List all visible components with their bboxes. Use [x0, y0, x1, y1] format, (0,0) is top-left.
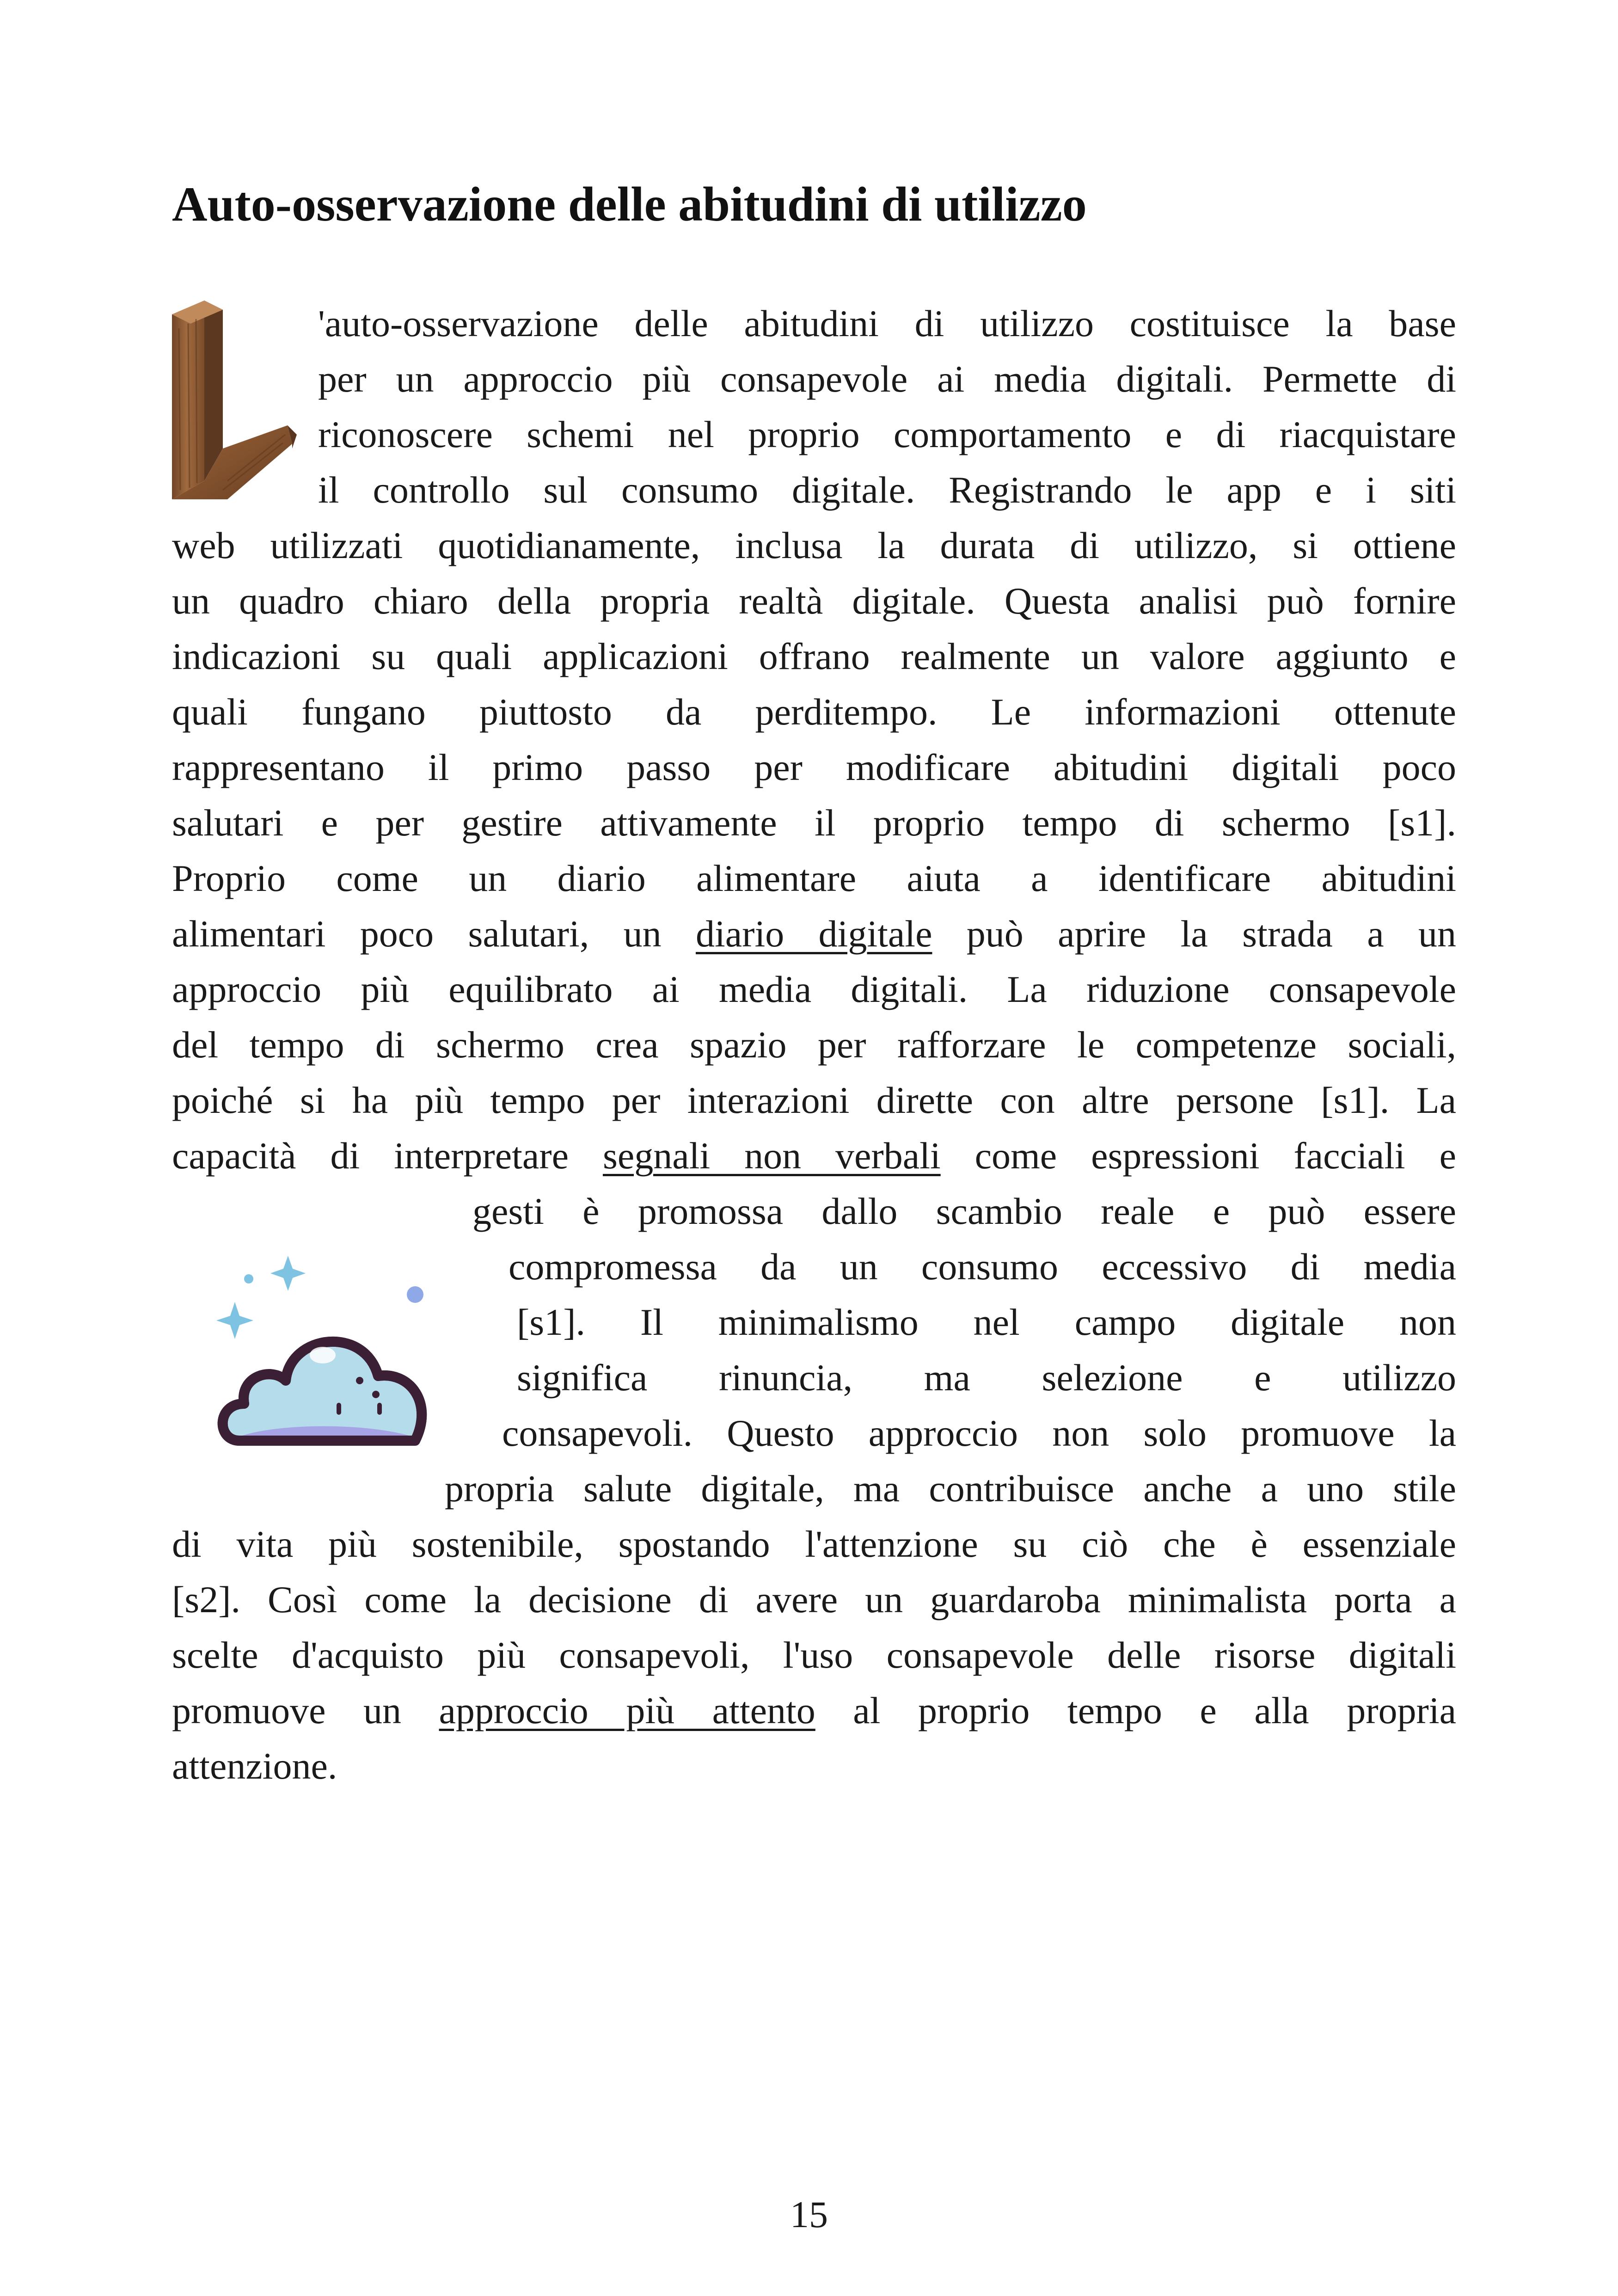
paragraph-line: scelte d'acquisto più consapevoli, l'uso consapevole delle risorse digitali — [172, 1634, 1456, 1676]
paragraph-line: del tempo di schermo crea spazio per rafforzare le competenze sociali, — [172, 1024, 1456, 1066]
paragraph-line: propria salute digitale, ma contribuisce anche a uno stile — [445, 1467, 1456, 1510]
paragraph-line: alimentari poco salutari, un diario digitale può aprire la strada a un — [172, 913, 1456, 955]
paragraph-line: il controllo sul consumo digitale. Registrando le app e i siti — [318, 469, 1456, 511]
wooden-letter-l-icon — [167, 296, 297, 513]
paragraph-line: per un approccio più consapevole ai media digitali. Permette di — [318, 358, 1456, 400]
paragraph-line: poiché si ha più tempo per interazioni dirette con altre persone [s1]. La — [172, 1079, 1456, 1121]
paragraph-line: gesti è promossa dallo scambio reale e può essere — [472, 1190, 1456, 1232]
paragraph-line: salutari e per gestire attivamente il proprio tempo di schermo [s1]. — [172, 802, 1456, 844]
link-approccio-piu-attento[interactable]: approccio più attento — [439, 1689, 815, 1731]
link-diario-digitale[interactable]: diario digitale — [695, 913, 932, 955]
paragraph-line: rappresentano il primo passo per modificare abitudini digitali poco — [172, 746, 1456, 788]
link-segnali-non-verbali[interactable]: segnali non verbali — [602, 1135, 941, 1177]
paragraph-line: Proprio come un diario alimentare aiuta a identificare abitudini — [172, 857, 1456, 899]
paragraph-line: web utilizzati quotidianamente, inclusa la durata di utilizzo, si ottiene — [172, 524, 1456, 566]
page-title: Auto-osservazione delle abitudini di utilizzo — [172, 177, 1087, 231]
paragraph-line: promuove un approccio più attento al proprio tempo e alla propria — [172, 1689, 1456, 1731]
paragraph-line: consapevoli. Questo approccio non solo promuove la — [502, 1412, 1456, 1454]
paragraph-line: un quadro chiaro della propria realtà digitale. Questa analisi può fornire — [172, 580, 1456, 622]
paragraph-line: 'auto-osservazione delle abitudini di utilizzo costituisce la base — [318, 302, 1456, 344]
cloud-with-sparkles-icon — [207, 1256, 447, 1464]
paragraph-line: compromessa da un consumo eccessivo di media — [509, 1246, 1456, 1288]
paragraph-line: quali fungano piuttosto da perditempo. Le informazioni ottenute — [172, 691, 1456, 733]
page-number: 15 — [790, 2193, 828, 2235]
paragraph-line: approccio più equilibrato ai media digitali. La riduzione consapevole — [172, 968, 1456, 1010]
paragraph-line: di vita più sostenibile, spostando l'attenzione su ciò che è essenziale — [172, 1523, 1456, 1565]
paragraph-line: [s2]. Così come la decisione di avere un guardaroba minimalista porta a — [172, 1578, 1456, 1621]
paragraph-line: attenzione. — [172, 1745, 337, 1787]
paragraph-line: [s1]. Il minimalismo nel campo digitale non — [517, 1301, 1456, 1343]
paragraph-line: significa rinuncia, ma selezione e utilizzo — [517, 1357, 1456, 1399]
paragraph-line: capacità di interpretare segnali non verbali come espressioni facciali e — [172, 1135, 1456, 1177]
paragraph-line: riconoscere schemi nel proprio comportamento e di riacquistare — [318, 413, 1456, 455]
paragraph-line: indicazioni su quali applicazioni offrano realmente un valore aggiunto e — [172, 635, 1456, 677]
